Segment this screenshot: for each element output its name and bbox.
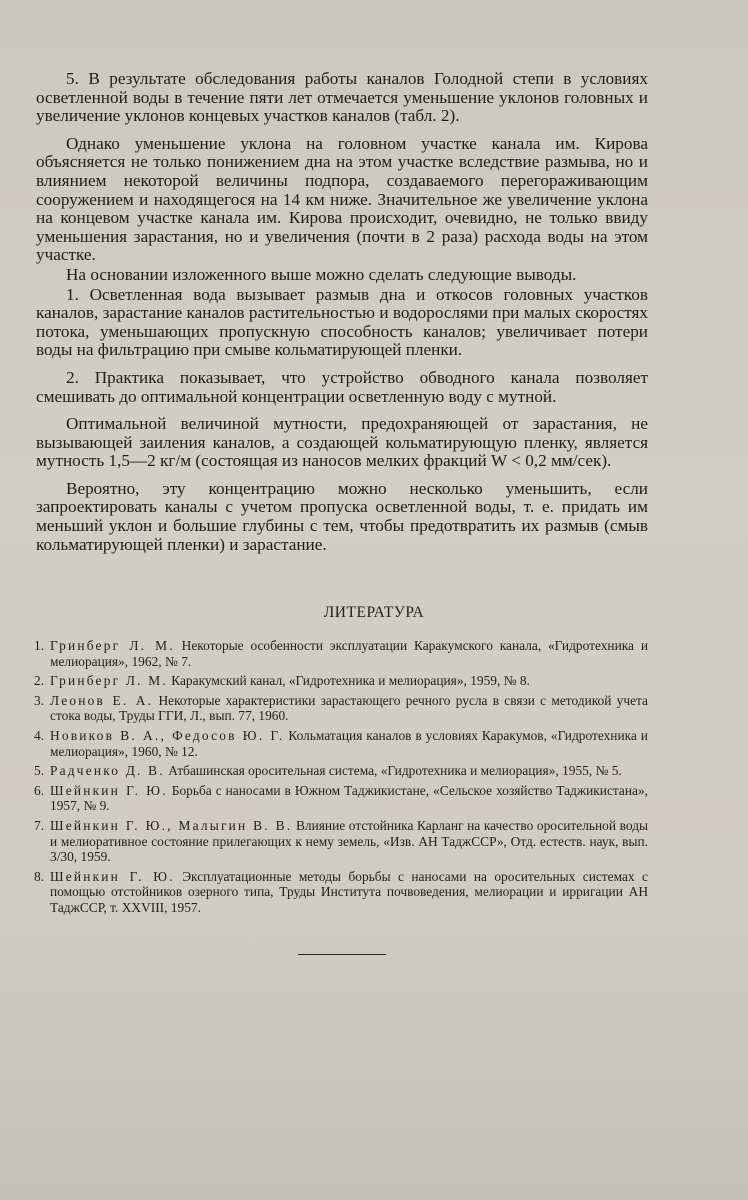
paragraph-optimal-turbidity: Оптимальной величиной мутности, предохраняющей от зарастания, не вызывающей заиления каналов, а создающей кольматирующую пленку, является мутность 1,5—2 кг/м (состоящая из наносов мелких фракций W < 0,2 мм/сек). bbox=[36, 414, 648, 471]
paragraph-conclusion-5: 5. В результате обследования работы каналов Голодной степи в условиях осветленной воды в течение пяти лет отмечается уменьшение уклонов головных и увеличение уклонов концевых участков каналов (табл. 2). bbox=[36, 69, 648, 126]
reference-text: Эксплуатационные методы борьбы с наносами на оросительных системах с помощью отстойников озерного типа, Труды Института почвоведения, мелиорации и ирригации АН ТаджССР, т. XXVIII, 1957. bbox=[50, 868, 649, 915]
reference-number: 6. bbox=[34, 782, 45, 798]
reference-item bbox=[34, 783, 648, 814]
reference-number: 1. bbox=[34, 638, 45, 653]
literature-heading: ЛИТЕРАТУРА bbox=[323, 604, 425, 621]
reference-text: Атбашинская оросительная система, «Гидротехника и мелиорация», 1955, № 5. bbox=[168, 763, 622, 779]
reference-item bbox=[34, 693, 648, 724]
reference-authors: Гринберг Л. М. bbox=[50, 673, 168, 689]
reference-authors: Гринберг Л. М. bbox=[50, 638, 175, 653]
paragraph-conclusions-intro: На основании изложенного выше можно сделать следующие выводы. bbox=[66, 264, 577, 284]
reference-text: Каракумский канал, «Гидротехника и мелиорация», 1959, № 8. bbox=[171, 673, 530, 689]
reference-number: 4. bbox=[34, 727, 45, 743]
reference-item bbox=[34, 728, 648, 759]
reference-item bbox=[34, 673, 648, 689]
reference-authors: Радченко Д. В. bbox=[50, 763, 165, 779]
reference-number: 8. bbox=[34, 868, 45, 884]
reference-text: Некоторые характеристики зарастающего речного русла в связи с методикой учета стока воды, Труды ГГИ, Л., вып. 77, 1960. bbox=[50, 692, 648, 724]
reference-text: Кольматация каналов в условиях Каракумов, «Гидротехника и мелиорация», 1960, № 12. bbox=[50, 727, 648, 759]
paragraph-conclusion-2: 2. Практика показывает, что устройство обводного канала позволяет смешивать до оптимальной концентрации осветленную воду с мутной. bbox=[36, 367, 648, 406]
reference-item bbox=[34, 869, 648, 916]
paragraph-concentration: Вероятно, эту концентрацию можно несколько уменьшить, если запроектировать каналы с учетом пропуска осветленной воды, т. е. придать им меньший уклон и большие глубины с тем, чтобы предотвратить их размыв (смыв кольматирующей пленки) и зарастание. bbox=[36, 478, 648, 554]
reference-item bbox=[34, 818, 648, 865]
reference-text: Некоторые особенности эксплуатации Каракумского канала, «Гидротехника и мелиорация», 1962, № 7. bbox=[50, 638, 648, 669]
reference-text: Борьба с наносами в Южном Таджикистане, «Сельское хозяйство Таджикистана», 1957, № 9. bbox=[50, 782, 649, 814]
reference-authors: Шейнкин Г. Ю., Малыгин В. В. bbox=[50, 817, 293, 833]
reference-authors: Новиков В. А., Федосов Ю. Г. bbox=[50, 727, 285, 743]
reference-list bbox=[34, 638, 648, 920]
reference-authors: Шейнкин Г. Ю. bbox=[50, 868, 175, 884]
body-text bbox=[36, 70, 648, 554]
paragraph-conclusion-1: 1. Осветленная вода вызывает размыв дна и откосов головных участков каналов, зарастание каналов растительностью и водорослями при малых скоростях потока, уменьшающих пропускную способность каналов; увеличивает потери воды на фильтрацию при смыве кольматирующей пленки. bbox=[36, 284, 648, 360]
end-divider bbox=[298, 954, 386, 955]
reference-authors: Шейнкин Г. Ю. bbox=[50, 782, 168, 798]
reference-item bbox=[34, 763, 648, 779]
reference-text: Влияние отстойника Карланг на качество оросительной воды и мелиоративное состояние прилегающих к нему земель, «Изв. АН ТаджССР», Отд. естеств. наук, вып. 3/30, 1959. bbox=[50, 817, 649, 865]
reference-item bbox=[34, 638, 648, 669]
reference-authors: Леонов Е. А. bbox=[50, 692, 154, 708]
reference-number: 5. bbox=[34, 763, 45, 779]
reference-number: 7. bbox=[34, 817, 45, 833]
paragraph-slope-explanation: Однако уменьшение уклона на головном участке канала им. Кирова объясняется не только понижением дна на этом участке вследствие размыва, но и влиянием некоторой величины подпора, создаваемого перегораживающим сооружением и находящегося на 14 км ниже. Значительное же увеличение уклона на концевом участке канала им. Кирова происходит, очевидно, не только ввиду уменьшения зарастания, но и увеличения (почти в 2 раза) расхода воды на этом участке. bbox=[36, 133, 648, 265]
reference-number: 3. bbox=[34, 692, 45, 708]
reference-number: 2. bbox=[34, 673, 45, 689]
